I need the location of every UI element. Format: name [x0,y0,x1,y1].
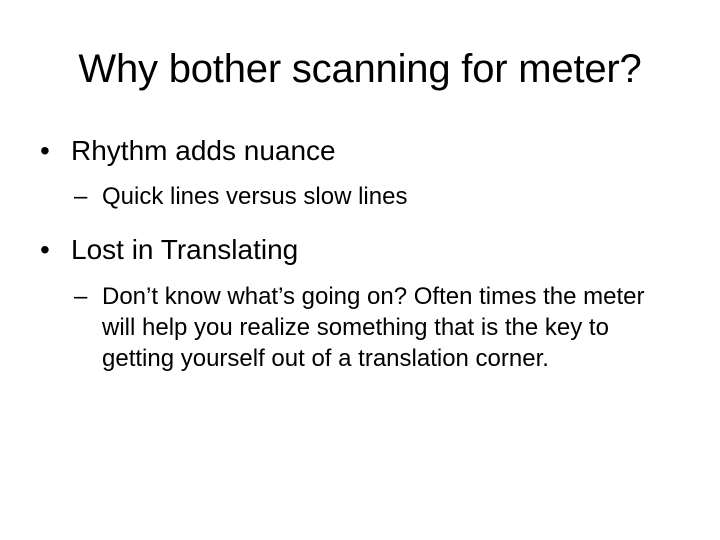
slide-title: Why bother scanning for meter? [78,47,642,91]
bullet-item [40,133,680,169]
sub-bullet-text: Don’t know what’s going on? Often times the meter will help you realize something that is the key to getting yourself out of a translation corner. [102,283,645,372]
bullet-marker: • [40,135,50,166]
sub-bullet-item [40,181,662,212]
bullet-item [40,232,680,268]
sub-bullet-text: Quick lines versus slow lines [102,183,408,210]
bullet-text: Rhythm adds nuance [71,135,336,166]
bullet-marker: • [40,234,50,265]
sub-bullet-item [40,281,662,374]
bullet-text: Lost in Translating [71,234,299,265]
dash-marker: – [74,283,88,310]
bullet-list [40,133,680,374]
dash-marker: – [74,183,88,210]
